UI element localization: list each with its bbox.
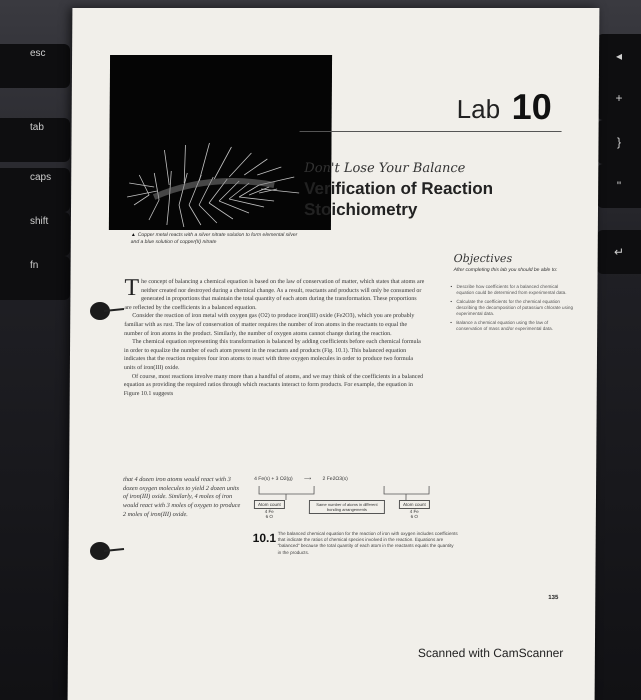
balanced-equation: 4 Fe(s) + 3 O2(g) ⟶ 2 Fe2O3(s) [254, 476, 348, 482]
textbook-page [68, 8, 600, 700]
key-fn: fn [0, 256, 70, 300]
margin-text: that 4 dozen iron atoms would react with 3 dozen oxygen molecules to yield 2 dozen units of iron(III) oxide. Similarly, 4 moles of iron would react with 3 moles of oxygen to produce 2 moles of iron(III) oxide. [122, 476, 241, 518]
key-esc: esc [0, 44, 70, 88]
product-atom-count: Atom count 4 Fe 6 O [399, 500, 430, 519]
body-text: The concept of balancing a chemical equation is based on the law of conservation of matter, which states that atoms are neither created nor destroyed during a chemical change. As a result, reactants and products will only be consumed or generated in proportions that maintain the total quantity of each atom during the transformation. These proportions are reflected by the coefficients in a balanced equation. Consider the reaction of iron metal with oxygen gas (O2) to produce iron(III) oxide (Fe2O3), which you are probably familiar with as rust. The law of conservation of matter requires the number of iron atoms in the reactants to equal the number of iron atoms in the product. Similarly, the number of oxygen atoms cannot change during the reaction. The chemical equation representing this transformation is balanced by adding coefficients before each chemical formula in order to equalize the number of each atom present in the reactants and products (Fig. 10.1). This balanced equation indicates that the reaction requires four iron atoms to react with three oxygen molecules in order to produce two formula units of iron(III) oxide. Of course, most reactions involve many more than a handful of atoms, and we may think of the coefficients in a balanced equation as providing the required ratios through which reactants interact to form products. For example, the equation in Figure 10.1 suggests [123, 275, 425, 397]
copper-silver-photo [109, 55, 332, 230]
figure-caption: The balanced chemical equation for the reaction of iron with oxygen includes coefficients that indicate the ratios of chemical species involved in the reaction. Equations are "balanced" because the total quantity of each atom in the reactants equals the quantity in the products. [277, 531, 458, 555]
key-right-4: " [597, 164, 641, 208]
paragraph: Consider the reaction of iron metal with oxygen gas (O2) to produce iron(III) oxide (Fe2O3), which you are probably familiar with as rust. The law of conservation of matter requires the number of iron atoms in the reactants to equal the number of iron atoms in the product. Similarly, the number of oxygen atoms cannot change during the reaction. [124, 313, 415, 337]
key-tab: tab [0, 118, 70, 162]
header-rule [300, 131, 562, 132]
lab-title: Verification of Reaction Stoichiometry [303, 179, 494, 219]
lab-number: 10 [511, 86, 552, 127]
key-shift: shift [0, 212, 70, 256]
lab-subtitle: Don't Lose Your Balance [304, 161, 466, 176]
key-right-3: } [597, 120, 641, 164]
page-number: 135 [548, 595, 559, 601]
photo-caption: ▲ Copper metal reacts with a silver nitrate solution to form elemental silver and a blue solution of copper(II) nitrate [130, 232, 298, 245]
objectives-list [450, 284, 575, 335]
camscanner-watermark: Scanned with CamScanner [417, 646, 564, 660]
binder-hole-icon [86, 536, 126, 566]
paragraph: Of course, most reactions involve many more than a handful of atoms, and we may think of the coefficients in a balanced equation as providing the required ratios through which reactants interact to form products. For example, the equation in Figure 10.1 suggests [123, 373, 424, 397]
same-atoms-box: Same number of atoms in different bonding arrangements [309, 500, 385, 514]
key-right-5: ↵ [597, 230, 641, 274]
binder-hole-icon [86, 296, 126, 326]
lab-label: Lab [456, 94, 501, 124]
objective-item: • Calculate the coefficients for the chemical equation describing the decomposition of potassium chlorate using experimental data. [450, 299, 575, 317]
paragraph: The chemical equation representing this transformation is balanced by adding coefficients before each chemical formula in order to equalize the number of each atom present in the reactants and products (Fig. 10.1). This balanced equation indicates that the reaction requires four iron atoms to react with three oxygen molecules in order to produce two formula units of iron(III) oxide. [123, 339, 421, 371]
objectives-intro: After completing this lab you should be able to: [453, 267, 558, 273]
objective-item: • Balance a chemical equation using the law of conservation of mass and/or experimental data. [450, 320, 575, 332]
objectives-heading: Objectives [453, 252, 513, 265]
objective-item: • Describe how coefficients for a balanced chemical equation could be determined from experimental data. [450, 284, 575, 296]
key-caps: caps [0, 168, 70, 212]
key-right-2: + [597, 76, 641, 120]
reactant-atom-count: Atom count 4 Fe 6 O [254, 500, 285, 519]
key-right-1: ◂ [597, 34, 641, 78]
figure-number: 10.1 [252, 531, 277, 545]
drop-cap: T [124, 275, 140, 301]
